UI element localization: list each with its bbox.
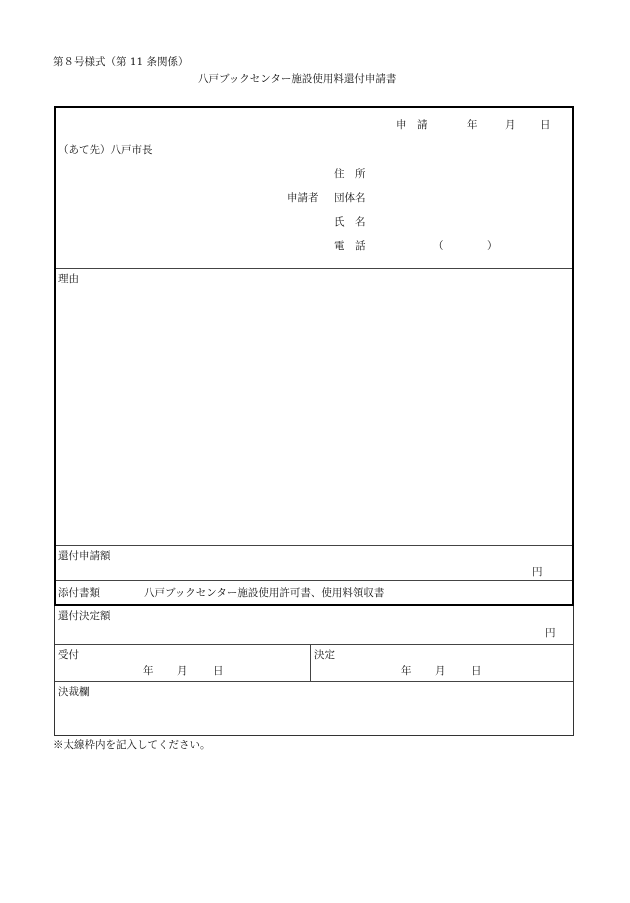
application-year[interactable]: 年 [467, 119, 478, 131]
receipt-month: 月 [177, 665, 188, 677]
organization-label: 団体名 [334, 192, 366, 204]
frame-divider-refund [56, 545, 572, 546]
refund-request-unit: 円 [532, 566, 543, 578]
refund-request-label: 還付申請額 [58, 550, 111, 562]
form-number: 第８号様式（第 11 条関係） [53, 56, 189, 68]
addressee: （あて先）八戸市長 [58, 144, 153, 156]
phone-paren-open: （ [433, 240, 444, 252]
receipt-day: 日 [213, 665, 224, 677]
receipt-year: 年 [143, 665, 154, 677]
decision-year: 年 [401, 665, 412, 677]
approval-label: 決裁欄 [58, 686, 90, 698]
phone-label: 電 話 [334, 240, 366, 252]
office-use-box [54, 604, 574, 736]
address-label: 住 所 [334, 168, 366, 180]
applicant-label: 申請者 [287, 192, 319, 204]
receipt-label: 受付 [58, 649, 79, 661]
name-label: 氏 名 [334, 216, 366, 228]
decision-label: 決定 [314, 649, 335, 661]
office-divider-2 [55, 681, 573, 682]
decision-month: 月 [435, 665, 446, 677]
application-month[interactable]: 月 [505, 119, 516, 131]
attachments-value: 八戸ブックセンター施設使用許可書、使用料領収書 [144, 587, 385, 599]
footnote: ※太線枠内を記入してください。 [53, 739, 211, 751]
attachments-label: 添付書類 [58, 587, 100, 599]
frame-divider-reason [56, 268, 572, 269]
refund-decision-label: 還付決定額 [58, 610, 111, 622]
form-title: 八戸ブックセンター施設使用料還付申請書 [198, 73, 397, 85]
application-day[interactable]: 日 [540, 119, 551, 131]
application-label: 申 請 [396, 119, 428, 131]
phone-paren-close: ） [487, 240, 498, 252]
decision-day: 日 [471, 665, 482, 677]
frame-divider-attachments [56, 580, 572, 581]
refund-decision-unit: 円 [545, 627, 556, 639]
office-vertical-divider [310, 645, 311, 681]
office-divider-1 [55, 644, 573, 645]
reason-field[interactable] [58, 288, 570, 540]
reason-label: 理由 [58, 273, 79, 285]
